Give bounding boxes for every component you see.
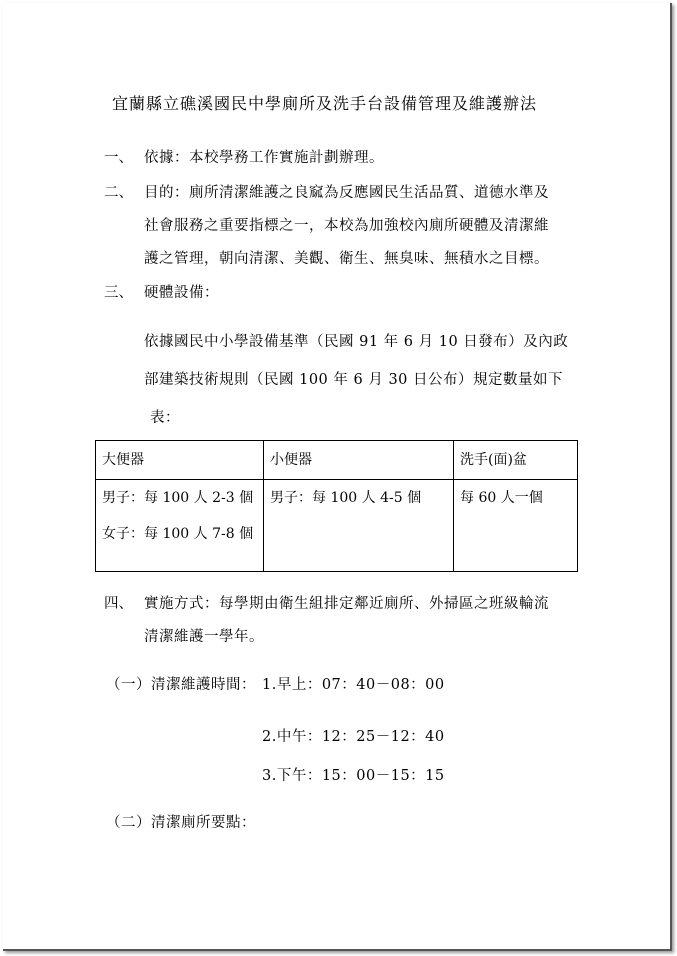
section-3-paragraph-line-2: 部建築技術規則（民國 100 年 6 月 30 日公布）規定數量如下 [144,372,564,388]
table-cell-urinals: 男子：每 100 人 4-5 個 [264,480,454,572]
table-header-cell: 大便器 [96,441,264,480]
document-title: 宜蘭縣立礁溪國民中學廁所及洗手台設備管理及維護辦法 [112,94,538,113]
section-1-text: 依據：本校學務工作實施計劃辦理。 [144,150,384,166]
table-header-cell: 洗手(面)盆 [454,441,578,480]
schedule-item-afternoon: 3.下午：15：00－15：15 [262,768,445,784]
section-2-line-3: 護之管理，朝向清潔、美觀、衛生、無臭味、無積水之目標。 [144,251,549,267]
schedule-item-noon: 2.中午：12：25－12：40 [262,729,445,745]
table-cell-toilets [96,480,264,572]
equipment-table [95,440,578,572]
cleaning-points-heading: （二）清潔廁所要點： [106,815,256,831]
section-4-line-2: 清潔維護一學年。 [144,629,264,645]
table-header-row [96,441,578,480]
schedule-item-morning: 1.早上：07：40－08：00 [262,677,445,693]
schedule-label: （一）清潔維護時間： [106,677,256,693]
section-2-line-1: 目的：廁所清潔維護之良窳為反應國民生活品質、道德水準及 [144,185,549,201]
toilets-female-value: 女子：每 100 人 7-8 個 [102,526,254,542]
section-3-number: 三、 [104,285,133,301]
table-header-cell: 小便器 [264,441,454,480]
section-1-number: 一、 [104,150,133,166]
table-cell-washbasins: 每 60 人一個 [454,480,578,572]
table-row [96,480,578,572]
section-3-paragraph-line-3: 表： [150,410,180,426]
section-4-line-1: 實施方式：每學期由衛生組排定鄰近廁所、外掃區之班級輪流 [144,596,549,612]
section-3-heading: 硬體設備： [144,285,219,301]
toilets-male-value: 男子：每 100 人 2-3 個 [102,490,254,506]
section-4-number: 四、 [104,596,133,612]
section-2-number: 二、 [104,185,133,201]
section-2-line-2: 社會服務之重要指標之一，本校為加強校內廁所硬體及清潔維 [144,218,549,234]
section-3-paragraph-line-1: 依據國民中小學設備基準（民國 91 年 6 月 10 日發布）及內政 [144,334,569,350]
